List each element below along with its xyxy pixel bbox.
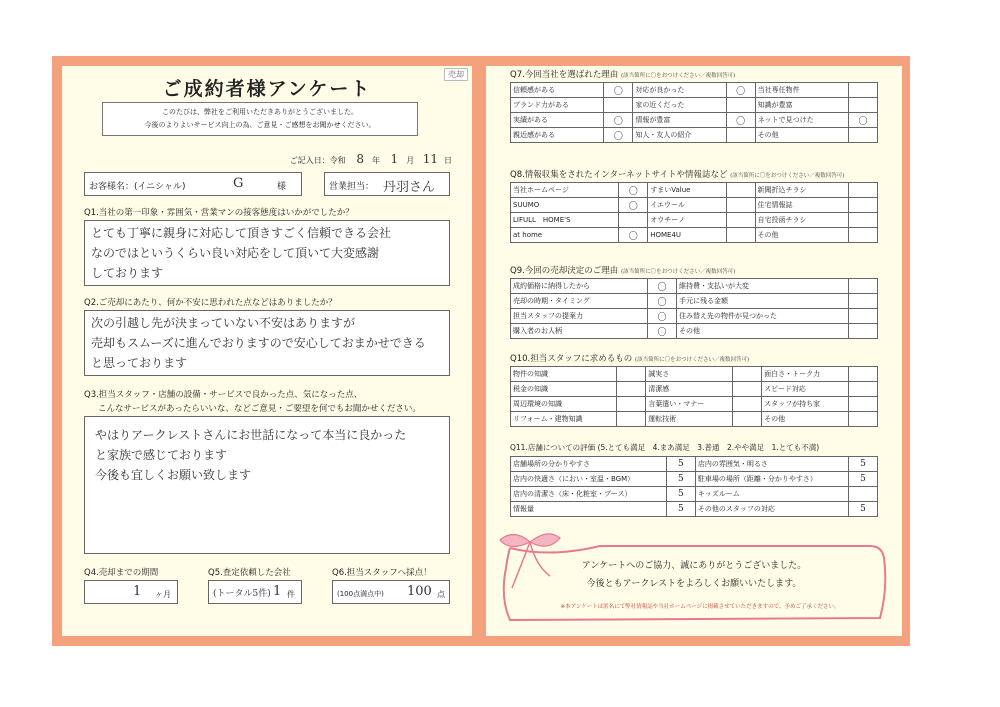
q9-row bbox=[511, 294, 878, 309]
q11-option-mark[interactable]: 5 bbox=[666, 472, 695, 487]
q9-table bbox=[510, 278, 878, 339]
q8-table bbox=[510, 182, 878, 243]
q11-option-label: 店内の雰囲気・明るさ bbox=[695, 457, 848, 472]
q8-option-mark[interactable] bbox=[849, 228, 878, 243]
q7-note: (該当箇所に〇をおつけください／複数回答可) bbox=[621, 73, 736, 79]
q9-option-label: その他 bbox=[676, 324, 848, 339]
q11-option-label: キッズルーム bbox=[695, 487, 848, 502]
date-year[interactable]: 8 bbox=[356, 152, 364, 166]
date-unit: 年 bbox=[371, 156, 380, 165]
q7-option-label: 親近感がある bbox=[511, 128, 604, 143]
q11-row bbox=[511, 472, 878, 487]
q10-option-mark[interactable] bbox=[617, 412, 646, 427]
q8-row bbox=[511, 183, 878, 198]
q7-row bbox=[511, 83, 878, 98]
q10-option-mark[interactable] bbox=[617, 397, 646, 412]
staff-field[interactable] bbox=[324, 172, 450, 196]
q9-option-mark[interactable]: 〇 bbox=[647, 309, 676, 324]
q3-answer-box[interactable] bbox=[84, 416, 450, 554]
intro-line: このたびは、弊社をご利用いただきありがとうございました。 bbox=[162, 108, 358, 116]
q5-total: (トータル5件) bbox=[213, 589, 271, 599]
q9-row bbox=[511, 279, 878, 294]
q9-option-label: 維持費・支払いが大変 bbox=[676, 279, 848, 294]
q11-row bbox=[511, 457, 878, 472]
q9-note: (該当箇所に〇をおつけください／複数回答可) bbox=[621, 269, 736, 275]
page-title: ご成約者様アンケート bbox=[162, 78, 372, 100]
q9-option-label: 担当スタッフの提案力 bbox=[511, 309, 648, 324]
q8-option-mark[interactable] bbox=[849, 198, 878, 213]
q9-option-mark[interactable] bbox=[849, 279, 878, 294]
q8-option-mark[interactable] bbox=[849, 213, 878, 228]
q10-option-mark[interactable] bbox=[849, 397, 878, 412]
q10-row bbox=[511, 367, 878, 382]
q3-question: Q3.担当スタッフ・店舗の設備・サービスで良かった点、気になった点、 bbox=[84, 390, 363, 400]
closing-line: アンケートへのご協力、誠にありがとうございました。 bbox=[581, 561, 807, 571]
q8-question bbox=[510, 168, 844, 180]
q8-option-mark[interactable] bbox=[726, 183, 755, 198]
q10-question bbox=[510, 352, 749, 364]
q8-option-mark[interactable]: 〇 bbox=[619, 183, 648, 198]
q8-option-label: オウチーノ bbox=[648, 213, 726, 228]
q10-option-label: 周辺環境の知識 bbox=[511, 397, 617, 412]
q7-option-label: 知人・友人の紹介 bbox=[633, 128, 726, 143]
q11-option-label: 店内の快適さ（におい・室温・BGM） bbox=[511, 472, 667, 487]
q11-option-mark[interactable]: 5 bbox=[666, 457, 695, 472]
q10-option-mark[interactable] bbox=[617, 367, 646, 382]
q6-question: Q6.担当スタッフへ採点！ bbox=[332, 568, 432, 578]
q8-body bbox=[511, 183, 878, 243]
q10-note: (該当箇所に〇をおつけください／複数回答可) bbox=[634, 357, 750, 363]
q9-option-mark[interactable] bbox=[849, 309, 878, 324]
q9-option-mark[interactable]: 〇 bbox=[647, 324, 676, 339]
q10-option-label: 面白さ・トーク力 bbox=[762, 367, 849, 382]
date-unit: 月 bbox=[406, 156, 415, 165]
customer-name-field[interactable] bbox=[84, 172, 302, 196]
q2-question: Q2.ご売却にあたり、何か不安に思われた点などはありましたか？ bbox=[84, 298, 337, 308]
q4-unit: ヶ月 bbox=[155, 590, 171, 599]
q11-option-mark[interactable]: 5 bbox=[849, 457, 878, 472]
q9-row bbox=[511, 309, 878, 324]
q11-option-label: 店舗場所の分かりやすさ bbox=[511, 457, 667, 472]
q7-option-mark[interactable] bbox=[726, 98, 755, 113]
q10-option-mark[interactable] bbox=[617, 382, 646, 397]
q10-title: Q10.担当スタッフに求めるもの bbox=[510, 354, 633, 364]
q7-option-label: 信頼感がある bbox=[511, 83, 604, 98]
q1-answer: とても丁寧に親身に対応して頂きすごく信頼できる会社 なのではというくらい良い対応をして頂いて大変感謝 しております bbox=[91, 226, 392, 280]
q7-body bbox=[511, 83, 878, 143]
q9-body bbox=[511, 279, 878, 339]
q8-option-label: すまいValue bbox=[648, 183, 726, 198]
q7-option-mark[interactable] bbox=[849, 128, 878, 143]
q10-option-label: 物件の知識 bbox=[511, 367, 617, 382]
q8-option-mark[interactable] bbox=[849, 183, 878, 198]
q8-option-label: 当社ホームページ bbox=[511, 183, 619, 198]
date-day[interactable]: 11 bbox=[422, 152, 438, 166]
q8-option-label: HOME4U bbox=[648, 228, 726, 243]
q7-option-mark[interactable] bbox=[849, 83, 878, 98]
q3-question: こんなサービスがあったらいいな、などご意見・ご要望を何でもお聞かせください。 bbox=[98, 404, 421, 414]
staff-value: 丹羽さん bbox=[383, 180, 436, 195]
q10-option-label: スタッフが持ち家 bbox=[762, 397, 849, 412]
q7-option-label: 実績がある bbox=[511, 113, 604, 128]
q10-option-label: 清潔感 bbox=[646, 382, 733, 397]
q10-option-label: その他 bbox=[762, 412, 849, 427]
q10-option-mark[interactable] bbox=[733, 382, 762, 397]
q5-value: 1 bbox=[273, 584, 282, 599]
q3-answer: やはりアークレストさんにお世話になって本当に良かった と家族で感じております 今後も宜しくお願い致します bbox=[95, 428, 407, 482]
q9-question bbox=[510, 264, 735, 276]
q8-option-label: 住宅情報誌 bbox=[755, 198, 848, 213]
intro-box bbox=[102, 102, 418, 136]
q9-option-label: 売却の時期・タイミング bbox=[511, 294, 648, 309]
q6-field[interactable] bbox=[332, 580, 450, 604]
q11-option-mark[interactable] bbox=[849, 487, 878, 502]
q10-option-label: 言葉遣い・マナー bbox=[646, 397, 733, 412]
q7-option-mark[interactable]: 〇 bbox=[726, 113, 755, 128]
q8-row bbox=[511, 228, 878, 243]
q7-option-label: ブランド力がある bbox=[511, 98, 604, 113]
q9-option-mark[interactable] bbox=[849, 324, 878, 339]
q11-question: Q11.店舗についての評価 (5.とても満足 4.まあ満足 3.普通 2.やや満足 1.とても不満) bbox=[510, 443, 820, 452]
q7-option-mark[interactable]: 〇 bbox=[726, 83, 755, 98]
q7-option-mark[interactable]: 〇 bbox=[604, 128, 633, 143]
q7-option-label: 知識が豊富 bbox=[755, 98, 848, 113]
q1-answer-box[interactable] bbox=[84, 220, 450, 286]
q7-row bbox=[511, 98, 878, 113]
q7-option-label: 情報が豊富 bbox=[633, 113, 726, 128]
q11-row bbox=[511, 502, 878, 517]
q10-option-label: 税金の知識 bbox=[511, 382, 617, 397]
q4-value: 1 bbox=[133, 584, 142, 599]
q9-option-label: 住み替え先の物件が見つかった bbox=[676, 309, 848, 324]
q7-row bbox=[511, 128, 878, 143]
q8-option-mark[interactable] bbox=[726, 213, 755, 228]
staff-label: 営業担当： bbox=[329, 182, 375, 192]
q10-option-label: リフォーム・建物知識 bbox=[511, 412, 617, 427]
q4-field[interactable] bbox=[84, 580, 178, 604]
q8-option-label: SUUMO bbox=[511, 198, 619, 213]
q8-option-mark[interactable] bbox=[726, 228, 755, 243]
q8-option-mark[interactable] bbox=[619, 213, 648, 228]
q10-row bbox=[511, 412, 878, 427]
customer-name-suffix: 様 bbox=[277, 182, 287, 192]
q11-option-mark[interactable]: 5 bbox=[849, 502, 878, 517]
customer-name-value: G bbox=[233, 176, 244, 191]
q10-option-mark[interactable] bbox=[849, 367, 878, 382]
closing-line: 今後ともアークレストをよろしくお願いいたします。 bbox=[586, 579, 802, 589]
q8-row bbox=[511, 198, 878, 213]
q10-option-label: スピード対応 bbox=[762, 382, 849, 397]
date-line bbox=[290, 152, 452, 166]
q11-option-mark[interactable]: 5 bbox=[666, 502, 695, 517]
q7-option-label: 当社専任物件 bbox=[755, 83, 848, 98]
q7-option-mark[interactable] bbox=[604, 98, 633, 113]
q10-option-mark[interactable] bbox=[733, 367, 762, 382]
q5-field[interactable] bbox=[208, 580, 302, 604]
q10-body bbox=[511, 367, 878, 427]
q11-option-label: 情報量 bbox=[511, 502, 667, 517]
date-label: ご記入日：令和 bbox=[289, 156, 346, 165]
q9-title: Q9.今回の売却決定のご理由 bbox=[510, 266, 619, 276]
q8-option-label: LIFULL HOME'S bbox=[511, 213, 619, 228]
q7-option-mark[interactable]: 〇 bbox=[849, 113, 878, 128]
q2-answer-box[interactable] bbox=[84, 310, 450, 376]
q9-option-mark[interactable] bbox=[849, 294, 878, 309]
q8-note: (該当箇所に〇をおつけください／複数回答可) bbox=[730, 173, 845, 179]
q10-option-mark[interactable] bbox=[733, 397, 762, 412]
q7-option-label: 対応が良かった bbox=[633, 83, 726, 98]
intro-line: 今後のよりよいサービス向上の為、ご意見・ご感想をお聞かせください。 bbox=[144, 121, 376, 129]
q11-option-label: その他のスタッフの対応 bbox=[695, 502, 848, 517]
q4-question: Q4.売却までの期間 bbox=[84, 568, 159, 578]
q11-option-mark[interactable]: 5 bbox=[849, 472, 878, 487]
q10-option-mark[interactable] bbox=[849, 412, 878, 427]
q7-option-label: 家の近くだった bbox=[633, 98, 726, 113]
category-tag: 売却 bbox=[444, 68, 468, 81]
q10-table bbox=[510, 366, 878, 427]
q7-title: Q7.今回当社を選ばれた理由 bbox=[510, 70, 619, 80]
q9-option-mark[interactable]: 〇 bbox=[647, 279, 676, 294]
q9-option-mark[interactable]: 〇 bbox=[647, 294, 676, 309]
q10-row bbox=[511, 382, 878, 397]
q6-note: (100点満点中) bbox=[337, 590, 384, 598]
q7-option-mark[interactable] bbox=[849, 98, 878, 113]
q8-row bbox=[511, 213, 878, 228]
q7-option-mark[interactable]: 〇 bbox=[604, 113, 633, 128]
q11-table bbox=[510, 456, 878, 517]
q11-row bbox=[511, 487, 878, 502]
date-unit: 日 bbox=[444, 156, 452, 165]
q8-option-mark[interactable]: 〇 bbox=[619, 198, 648, 213]
q10-option-mark[interactable] bbox=[849, 382, 878, 397]
left-panel bbox=[62, 66, 472, 636]
q11-option-mark[interactable]: 5 bbox=[666, 487, 695, 502]
q8-option-mark[interactable]: 〇 bbox=[619, 228, 648, 243]
q7-row bbox=[511, 113, 878, 128]
q10-option-label: 誠実さ bbox=[646, 367, 733, 382]
q7-question bbox=[510, 68, 735, 80]
q7-option-mark[interactable]: 〇 bbox=[604, 83, 633, 98]
q8-option-label: 新聞折込チラシ bbox=[755, 183, 848, 198]
q9-row bbox=[511, 324, 878, 339]
q8-option-label: at home bbox=[511, 228, 619, 243]
q8-option-label: その他 bbox=[755, 228, 848, 243]
q7-table bbox=[510, 82, 878, 143]
q5-unit: 件 bbox=[287, 590, 295, 599]
q11-option-label: 店内の清潔さ（床・化粧室・ブース） bbox=[511, 487, 667, 502]
right-panel bbox=[486, 66, 902, 636]
q5-question: Q5.査定依頼した会社 bbox=[208, 568, 291, 578]
q8-option-mark[interactable] bbox=[726, 198, 755, 213]
q6-unit: 点 bbox=[437, 590, 445, 599]
q11-body bbox=[511, 457, 878, 517]
q8-title: Q8.情報収集をされたインターネットサイトや情報誌など bbox=[510, 170, 728, 180]
q7-option-mark[interactable] bbox=[726, 128, 755, 143]
q10-option-mark[interactable] bbox=[733, 412, 762, 427]
customer-name-label: お客様名：(イニシャル) bbox=[89, 182, 186, 192]
q9-option-label: 手元に残る金額 bbox=[676, 294, 848, 309]
date-month[interactable]: 1 bbox=[390, 152, 399, 166]
q7-option-label: その他 bbox=[755, 128, 848, 143]
closing-footnote: ※本アンケートは匿名にて弊社情報誌や当社ホームページに掲載させていただきますので、予めご了承ください。 bbox=[560, 604, 840, 610]
q2-answer: 次の引越し先が決まっていない不安はありますが 売却もスムーズに進んでおりますので安心しておまかせできる と思っております bbox=[91, 316, 426, 370]
q9-option-label: 成約価格に納得したから bbox=[511, 279, 648, 294]
q8-option-label: イエウール bbox=[648, 198, 726, 213]
q1-question: Q1.当社の第一印象・雰囲気・営業マンの接客態度はいかがでしたか？ bbox=[84, 208, 354, 218]
q8-option-label: 自宅投函チラシ bbox=[755, 213, 848, 228]
q10-option-label: 運転技術 bbox=[646, 412, 733, 427]
q6-value: 100 bbox=[407, 584, 432, 599]
q11-option-label: 駐車場の場所（距離・分かりやすさ） bbox=[695, 472, 848, 487]
q10-row bbox=[511, 397, 878, 412]
q9-option-label: 購入者のお人柄 bbox=[511, 324, 648, 339]
q7-option-label: ネットで見つけた bbox=[755, 113, 848, 128]
